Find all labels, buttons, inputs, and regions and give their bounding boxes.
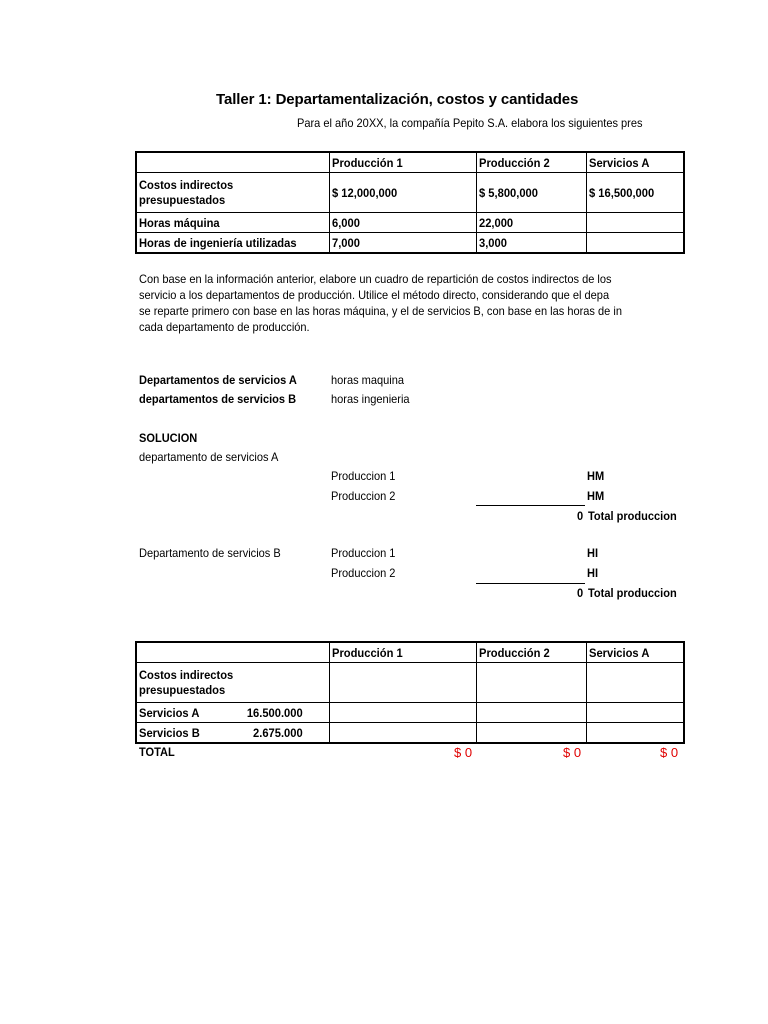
page-title: Taller 1: Departamentalización, costos y cantidades [216, 91, 579, 108]
table-row [137, 723, 684, 743]
budget-table [136, 152, 684, 253]
base-value-b: horas ingenieria [331, 392, 410, 406]
dept-b-hi-unit: HI [587, 546, 599, 560]
table-cell [137, 723, 330, 743]
table-cell: Horas máquina [137, 213, 330, 233]
dept-b-hi-unit: HI [587, 566, 599, 580]
table-cell [477, 723, 587, 743]
total-value-produccion-2: $ 0 [563, 745, 582, 760]
subtitle: Para el año 20XX, la compañía Pepito S.A. elabora los siguientes pres [297, 116, 643, 130]
table-row [137, 173, 684, 213]
table-header-cell [137, 643, 330, 663]
table-cell: Horas de ingeniería utilizadas [137, 233, 330, 253]
sum-underline [476, 583, 585, 584]
table-row [137, 663, 684, 703]
base-value-a: horas maquina [331, 373, 405, 387]
table-cell: 22,000 [477, 213, 587, 233]
instruction-line: cada departamento de producción. [139, 320, 310, 334]
table-cell [587, 663, 684, 703]
table-cell: $ 12,000,000 [330, 173, 477, 213]
dept-a-prod2-label: Produccion 2 [331, 489, 396, 503]
table-cell: Costos indirectos presupuestados [137, 173, 330, 213]
table-header-cell [137, 153, 330, 173]
dept-a-hm-unit: HM [587, 469, 605, 483]
dept-a-total-label: Total produccion [588, 509, 677, 523]
dept-b-total-label: Total produccion [588, 586, 677, 600]
table-cell [587, 213, 684, 233]
dept-a-total-value: 0 [577, 509, 584, 523]
table-header-cell: Servicios A [587, 153, 684, 173]
table-header-cell: Servicios A [587, 643, 684, 663]
dept-b-label: Departamento de servicios B [139, 546, 281, 560]
sum-underline [476, 505, 585, 506]
table-row [137, 703, 684, 723]
table-cell: $ 16,500,000 [587, 173, 684, 213]
table-cell [477, 703, 587, 723]
table-cell [137, 703, 330, 723]
table-header-cell: Producción 1 [330, 153, 477, 173]
base-label-a: Departamentos de servicios A [139, 373, 297, 387]
table-cell [330, 723, 477, 743]
table-cell [587, 723, 684, 743]
dept-a-label: departamento de servicios A [139, 450, 279, 464]
table-row [137, 213, 684, 233]
table-cell [330, 663, 477, 703]
distribution-table [136, 642, 684, 743]
servicios-a-label: Servicios A [139, 705, 200, 720]
dept-b-prod1-label: Produccion 1 [331, 546, 396, 560]
table-header-cell: Producción 2 [477, 643, 587, 663]
total-value-produccion-1: $ 0 [454, 745, 473, 760]
table-cell [587, 703, 684, 723]
table-cell [477, 663, 587, 703]
instruction-line: servicio a los departamentos de producción. Utilice el método directo, considerando que el depa [139, 288, 610, 302]
servicios-b-value: 2.675.000 [253, 725, 303, 740]
solution-heading: SOLUCION [139, 431, 198, 445]
table-header-row [137, 153, 684, 173]
table-header-cell: Producción 1 [330, 643, 477, 663]
dept-b-prod2-label: Produccion 2 [331, 566, 396, 580]
table-cell: 6,000 [330, 213, 477, 233]
table-header-cell: Producción 2 [477, 153, 587, 173]
servicios-a-value: 16.500.000 [246, 705, 303, 720]
table-cell: 7,000 [330, 233, 477, 253]
dept-a-prod1-label: Produccion 1 [331, 469, 396, 483]
dept-b-total-value: 0 [577, 586, 584, 600]
instruction-line: se reparte primero con base en las horas máquina, y el de servicios B, con base en las horas de in [139, 304, 622, 318]
total-value-servicios-a: $ 0 [660, 745, 679, 760]
table-cell [330, 703, 477, 723]
dept-a-hm-unit: HM [587, 489, 605, 503]
table-cell [587, 233, 684, 253]
base-label-b: departamentos de servicios B [139, 392, 297, 406]
instruction-line: Con base en la información anterior, elabore un cuadro de repartición de costos indirectos de los [139, 272, 612, 286]
table-cell: Costos indirectos presupuestados [137, 663, 330, 703]
table-header-row [137, 643, 684, 663]
table-cell: 3,000 [477, 233, 587, 253]
table-row [137, 233, 684, 253]
total-label: TOTAL [139, 745, 175, 759]
servicios-b-label: Servicios B [139, 725, 200, 740]
table-cell: $ 5,800,000 [477, 173, 587, 213]
